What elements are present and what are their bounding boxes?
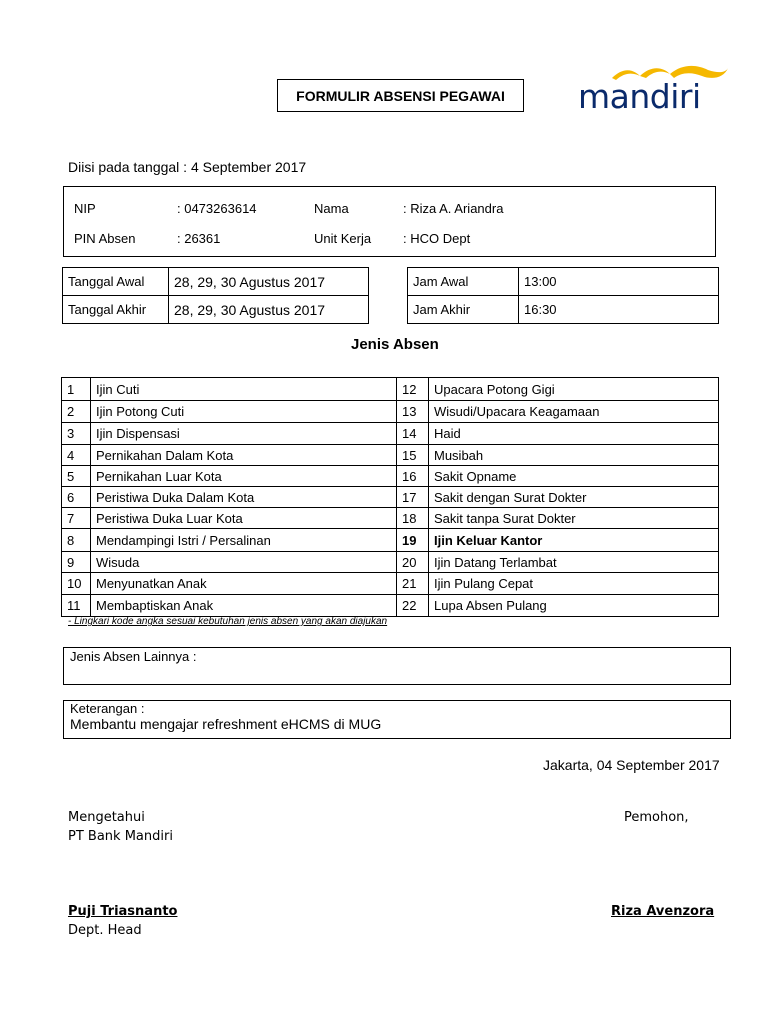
type-cell: Wisudi/Upacara Keagamaan	[429, 401, 719, 423]
tanggal-awal-value: 28, 29, 30 Agustus 2017	[169, 268, 369, 296]
code-cell[interactable]: 21	[397, 573, 429, 595]
unit-label: Unit Kerja	[314, 231, 372, 246]
right-sign-line1: Pemohon,	[624, 810, 689, 825]
mandiri-logo-text: mandiri	[578, 77, 701, 116]
jenis-row	[62, 466, 719, 487]
type-cell: Musibah	[429, 445, 719, 466]
jenis-row	[62, 573, 719, 595]
jam-awal-label: Jam Awal	[408, 268, 519, 296]
jenis-heading: Jenis Absen	[351, 336, 439, 353]
tanggal-akhir-label: Tanggal Akhir	[63, 296, 169, 324]
code-cell[interactable]: 16	[397, 466, 429, 487]
jenis-row	[62, 552, 719, 573]
type-cell: Sakit tanpa Surat Dokter	[429, 508, 719, 529]
jenis-row	[62, 378, 719, 401]
type-cell: Mendampingi Istri / Persalinan	[91, 529, 397, 552]
type-cell: Peristiwa Duka Dalam Kota	[91, 487, 397, 508]
code-cell[interactable]: 2	[62, 401, 91, 423]
times-table	[407, 267, 719, 324]
code-cell[interactable]: 7	[62, 508, 91, 529]
jenis-row	[62, 487, 719, 508]
jenis-row	[62, 445, 719, 466]
type-cell: Ijin Dispensasi	[91, 423, 397, 445]
dates-table	[62, 267, 369, 324]
place-date: Jakarta, 04 September 2017	[543, 757, 720, 773]
jenis-row	[62, 508, 719, 529]
keterangan-value: Membantu mengajar refreshment eHCMS di MUG	[70, 716, 382, 732]
jam-akhir-value: 16:30	[519, 296, 719, 324]
pin-value: : 26361	[177, 231, 221, 246]
type-cell: Ijin Cuti	[91, 378, 397, 401]
code-cell[interactable]: 9	[62, 552, 91, 573]
type-cell: Pernikahan Luar Kota	[91, 466, 397, 487]
nip-value: : 0473263614	[177, 201, 257, 216]
lainnya-label: Jenis Absen Lainnya :	[70, 649, 197, 664]
jam-akhir-label: Jam Akhir	[408, 296, 519, 324]
type-cell: Sakit Opname	[429, 466, 719, 487]
jenis-row	[62, 423, 719, 445]
type-cell: Ijin Potong Cuti	[91, 401, 397, 423]
jenis-row	[62, 595, 719, 617]
code-cell[interactable]: 10	[62, 573, 91, 595]
type-cell: Haid	[429, 423, 719, 445]
code-cell[interactable]: 22	[397, 595, 429, 617]
employee-box	[63, 186, 716, 257]
type-cell: Lupa Absen Pulang	[429, 595, 719, 617]
type-cell: Ijin Keluar Kantor	[429, 529, 719, 552]
type-cell: Ijin Pulang Cepat	[429, 573, 719, 595]
type-cell: Sakit dengan Surat Dokter	[429, 487, 719, 508]
jam-awal-value: 13:00	[519, 268, 719, 296]
type-cell: Menyunatkan Anak	[91, 573, 397, 595]
type-cell: Membaptiskan Anak	[91, 595, 397, 617]
code-cell[interactable]: 4	[62, 445, 91, 466]
jenis-table	[61, 377, 719, 617]
nama-label: Nama	[314, 201, 349, 216]
code-cell[interactable]: 17	[397, 487, 429, 508]
tanggal-awal-label: Tanggal Awal	[63, 268, 169, 296]
left-sign-title: Dept. Head	[68, 923, 142, 938]
nip-label: NIP	[74, 201, 96, 216]
type-cell: Peristiwa Duka Luar Kota	[91, 508, 397, 529]
jenis-row	[62, 401, 719, 423]
code-cell[interactable]: 14	[397, 423, 429, 445]
left-sign-line2: PT Bank Mandiri	[68, 829, 173, 844]
type-cell: Upacara Potong Gigi	[429, 378, 719, 401]
code-cell[interactable]: 12	[397, 378, 429, 401]
code-cell[interactable]: 1	[62, 378, 91, 401]
type-cell: Wisuda	[91, 552, 397, 573]
right-sign-name: Riza Avenzora	[611, 904, 715, 919]
code-cell[interactable]: 13	[397, 401, 429, 423]
jenis-row	[62, 529, 719, 552]
code-cell[interactable]: 8	[62, 529, 91, 552]
left-sign-line1: Mengetahui	[68, 810, 145, 825]
form-title: FORMULIR ABSENSI PEGAWAI	[277, 79, 524, 112]
instruction-note: - Lingkari kode angka sesuai kebutuhan jenis absen yang akan diajukan	[68, 616, 388, 627]
unit-value: : HCO Dept	[403, 231, 471, 246]
code-cell[interactable]: 11	[62, 595, 91, 617]
filled-date: Diisi pada tanggal : 4 September 2017	[68, 159, 307, 175]
nama-value: : Riza A. Ariandra	[403, 201, 504, 216]
type-cell: Pernikahan Dalam Kota	[91, 445, 397, 466]
tanggal-akhir-value: 28, 29, 30 Agustus 2017	[169, 296, 369, 324]
code-cell[interactable]: 6	[62, 487, 91, 508]
code-cell[interactable]: 15	[397, 445, 429, 466]
code-cell[interactable]: 20	[397, 552, 429, 573]
code-cell[interactable]: 3	[62, 423, 91, 445]
code-cell[interactable]: 18	[397, 508, 429, 529]
keterangan-label: Keterangan :	[70, 701, 145, 716]
type-cell: Ijin Datang Terlambat	[429, 552, 719, 573]
code-cell[interactable]: 19	[397, 529, 429, 552]
left-sign-name: Puji Triasnanto	[68, 904, 178, 919]
code-cell[interactable]: 5	[62, 466, 91, 487]
pin-label: PIN Absen	[74, 231, 136, 246]
